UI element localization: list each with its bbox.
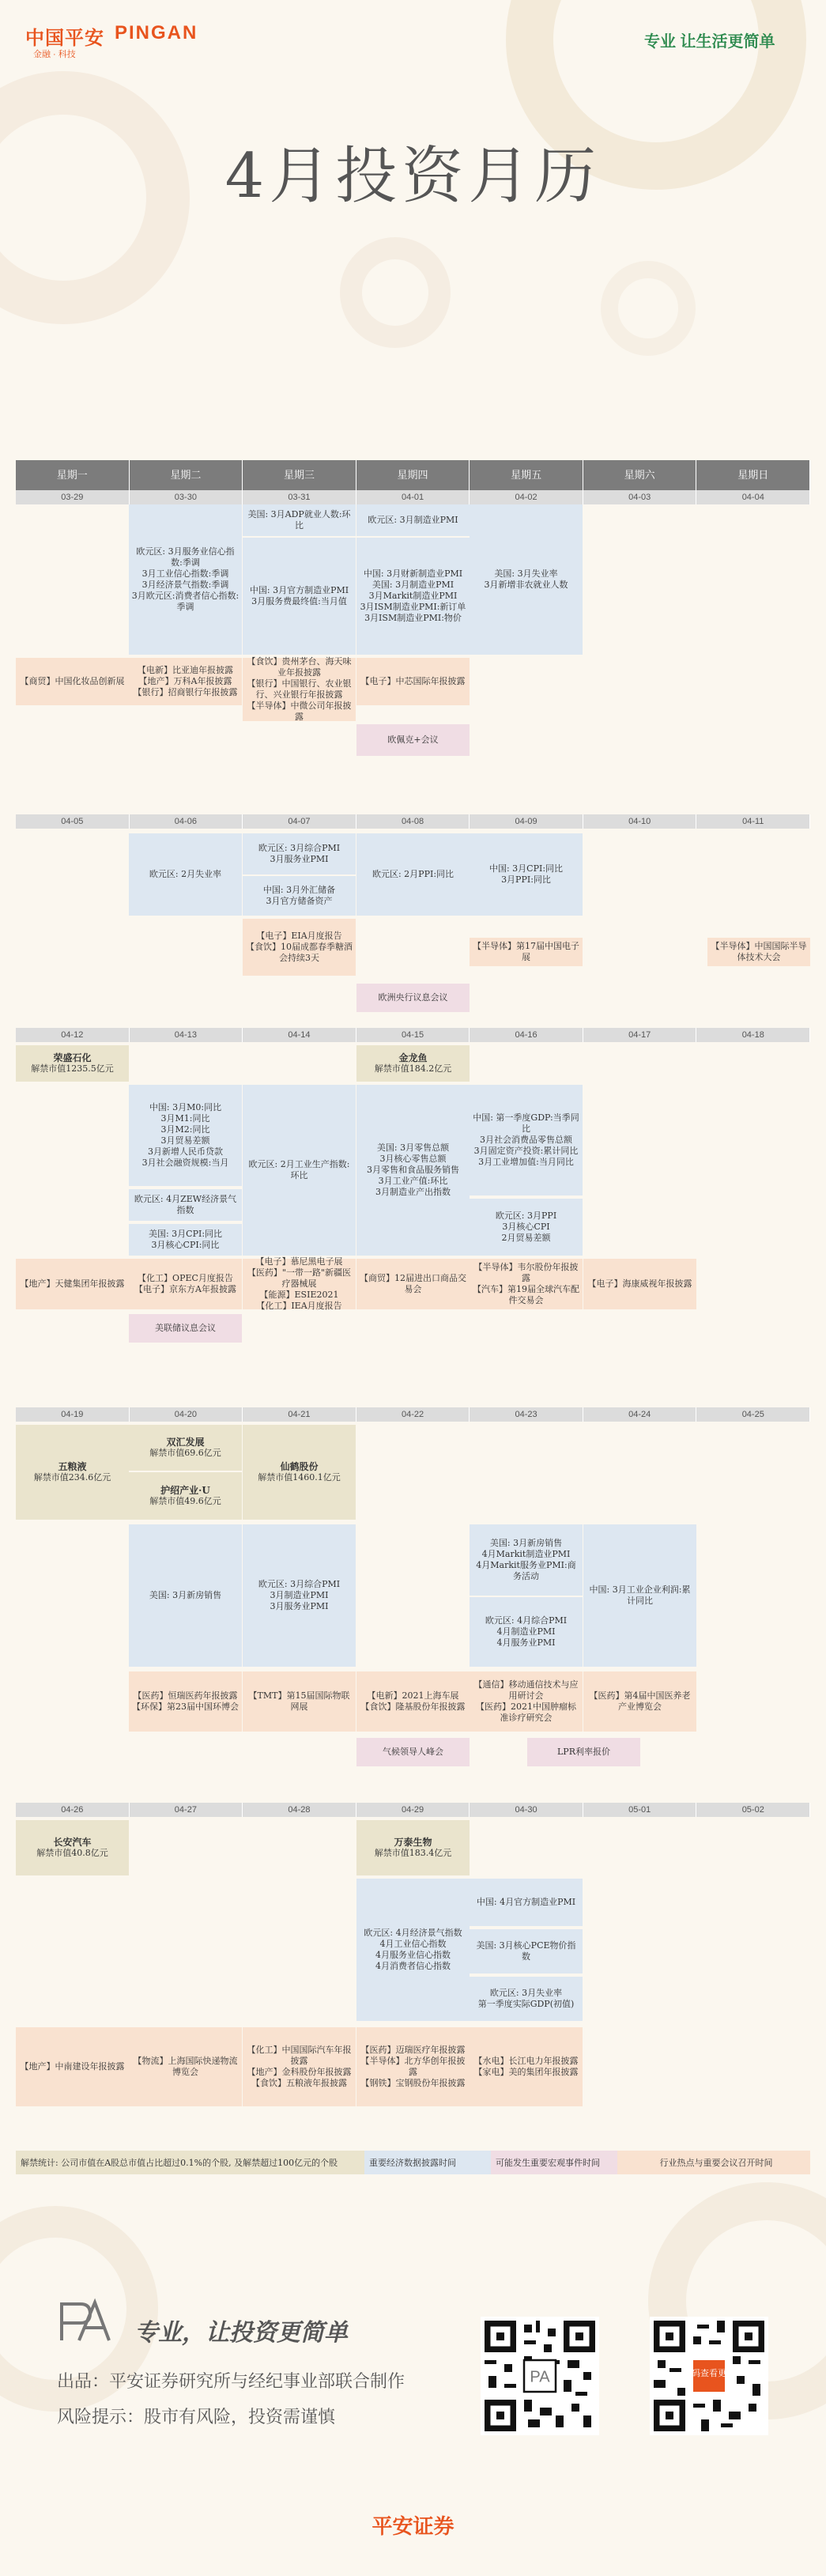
event-cell xyxy=(243,1256,356,1311)
weekday-label: 星期五 xyxy=(470,460,583,490)
event-cell xyxy=(243,538,356,655)
event-cell xyxy=(583,1259,696,1309)
week-row xyxy=(16,1407,810,1803)
calendar xyxy=(16,460,810,2135)
event-text: 中国: 3月官方制造业PMI 3月服务费最终值:当月值 xyxy=(249,585,349,606)
event-text: 【半导体】中国国际半导体技术大会 xyxy=(711,941,807,962)
event-cell xyxy=(356,1671,470,1732)
event-text: 【商贸】中国化妆品创新展 xyxy=(20,676,125,686)
event-cell xyxy=(356,1085,470,1256)
event-text: 中国: 3月CPI:同比 3月PPI:同比 xyxy=(488,863,564,885)
event-cell xyxy=(470,833,583,916)
event-text: 欧元区: 2月工业生产指数:环比 xyxy=(248,1159,350,1180)
event-text: 【化工】OPEC月度报告 【电子】京东方A年报披露 xyxy=(134,1273,236,1294)
event-cell xyxy=(243,833,356,874)
event-cell xyxy=(243,2027,356,2106)
event-text: 【电子】中芯国际年报披露 xyxy=(360,676,466,686)
event-text: 欧元区: 3月综合PMI 3月制造业PMI 3月服务业PMI xyxy=(258,1579,341,1611)
event-text: 【医药】第4届中国医养老产业博览会 xyxy=(589,1690,691,1712)
event-cell xyxy=(356,504,470,536)
date-label: 04-06 xyxy=(130,814,243,829)
event-text: 美国: 3月核心PCE物价指数 xyxy=(476,1940,576,1962)
event-text: 欧佩克+会议 xyxy=(387,735,439,745)
decor-ring xyxy=(601,261,696,356)
unlock-value: 解禁市值183.4亿元 xyxy=(374,1848,452,1858)
week-row xyxy=(16,1028,810,1407)
date-label: 04-26 xyxy=(16,1803,130,1817)
event-cell xyxy=(470,1879,583,1926)
event-cell xyxy=(356,833,470,916)
stock-name: 仙鹤股份 xyxy=(280,1461,319,1472)
event-text: 欧元区: 3月PPI 3月核心CPI 2月贸易差额 xyxy=(495,1211,557,1243)
date-label: 04-13 xyxy=(130,1028,243,1042)
date-label: 04-17 xyxy=(583,1028,697,1042)
footer-brand: 平安证券 xyxy=(372,2514,454,2538)
event-cell xyxy=(470,1259,583,1309)
date-row xyxy=(16,490,810,504)
footer-credit: 出品：平安证券研究所与经纪事业部联合制作 xyxy=(57,2371,405,2391)
date-label: 04-04 xyxy=(696,490,810,504)
qr-pattern xyxy=(650,2317,768,2435)
event-cell xyxy=(356,2027,470,2106)
logo-en: PINGAN xyxy=(115,22,198,43)
date-label: 04-09 xyxy=(470,814,583,829)
date-label: 04-25 xyxy=(696,1407,810,1422)
weekday-label: 星期一 xyxy=(16,460,130,490)
stock-name: 护绍产业·U xyxy=(160,1485,210,1496)
event-cell xyxy=(129,504,242,655)
event-text: 【电子】慕尼黑电子展 【医药】"一带一路"新疆医疗器械展 【能源】ESIE2021 【化工】IEA月度报告 xyxy=(247,1256,352,1311)
unlock-value: 解禁市值234.6亿元 xyxy=(33,1472,111,1483)
date-label: 04-02 xyxy=(470,490,583,504)
event-text: 欧元区: 3月服务业信心指数:季调 3月工业信心指数:季调 3月经济景气指数:季调 3月欧元区:消费者信心指数:季调 xyxy=(131,546,240,612)
event-text: 欧元区: 4月ZEW经济景气指数 xyxy=(134,1194,237,1215)
weekday-label: 星期日 xyxy=(696,460,810,490)
event-text: 欧元区: 2月PPI:同比 xyxy=(372,869,454,879)
event-cell xyxy=(129,1085,242,1186)
event-text: 美国: 3月CPI:同比 3月核心CPI:同比 xyxy=(148,1229,223,1250)
event-text: 欧元区: 3月综合PMI 3月服务业PMI xyxy=(258,843,341,864)
date-label: 04-12 xyxy=(16,1028,130,1042)
date-label: 04-27 xyxy=(130,1803,243,1817)
unlock-value: 解禁市值1460.1亿元 xyxy=(258,1472,341,1483)
event-cell xyxy=(470,1929,583,1974)
event-text: 【医药】迈瑞医疗年报披露 【半导体】北方华创年报披露 【钢铁】宝钢股份年报披露 xyxy=(360,2045,466,2088)
event-cell xyxy=(470,1977,583,2021)
stock-name: 金龙鱼 xyxy=(398,1052,428,1063)
event-text: 中国: 3月工业企业利润:累计同比 xyxy=(589,1585,691,1606)
unlock-value: 解禁市值184.2亿元 xyxy=(374,1063,452,1074)
qr-code-icon xyxy=(481,2317,599,2435)
event-cell xyxy=(243,1085,356,1256)
date-label: 04-15 xyxy=(356,1028,470,1042)
event-cell xyxy=(243,504,356,536)
event-text: 欧元区: 4月综合PMI 4月制造业PMI 4月服务业PMI xyxy=(485,1615,568,1648)
event-text: 美国: 3月新房销售 xyxy=(149,1590,222,1600)
event-text: 【地产】中南建设年报披露 xyxy=(20,2061,125,2072)
event-cell xyxy=(16,1259,129,1309)
weekday-label: 星期四 xyxy=(356,460,470,490)
event-cell xyxy=(243,919,356,976)
date-label: 04-29 xyxy=(356,1803,470,1817)
stock-name: 双汇发展 xyxy=(166,1437,205,1448)
date-label: 04-11 xyxy=(696,814,810,829)
date-label: 03-30 xyxy=(130,490,243,504)
event-cell xyxy=(470,1597,583,1667)
event-cell xyxy=(129,1224,242,1256)
week-row xyxy=(16,490,810,814)
event-text: 【电新】2021上海车展 【食饮】隆基股份年报披露 xyxy=(360,1690,466,1712)
header-slogan: 专业 让生活更简单 xyxy=(644,33,775,51)
legend-unlock: 解禁统计: 公司市值在A股总市值占比超过0.1%的个股, 及解禁超过100亿元的个股 xyxy=(16,2151,364,2174)
event-text: 中国: 4月官方制造业PMI xyxy=(476,1897,576,1907)
event-text: 欧元区: 3月失业率 第一季度实际GDP(初值) xyxy=(477,1988,575,2009)
date-label: 03-29 xyxy=(16,490,130,504)
event-cell xyxy=(129,2027,242,2106)
event-text: 中国: 3月外汇储备 3月官方储备资产 xyxy=(262,885,336,906)
event-text: 中国: 第一季度GDP:当季同比 3月社会消费品零售总额 3月固定资产投资:累计同比 3月工业增加值:当月同比 xyxy=(473,1112,579,1167)
legend-macro-event: 可能发生重要宏观事件时间 xyxy=(491,2151,617,2174)
event-text: 【水电】长江电力年报披露 【家电】美的集团年报披露 xyxy=(473,2056,579,2077)
event-text: 欧洲央行议息会议 xyxy=(378,992,448,1003)
event-text: 【食饮】贵州茅台、海天味业年报披露 【银行】中国银行、农业银行、兴业银行年报披露 【半导体】中微公司年报披露 xyxy=(247,656,352,722)
date-row xyxy=(16,1803,810,1817)
event-cell xyxy=(470,1524,583,1596)
event-cell xyxy=(16,2027,129,2106)
date-label: 04-10 xyxy=(583,814,697,829)
svg-text:PA: PA xyxy=(530,2368,550,2386)
unlock-cell xyxy=(243,1425,356,1520)
event-text: 【物流】上海国际快递物流博览会 xyxy=(133,2056,238,2077)
event-text: 欧元区: 3月制造业PMI xyxy=(368,515,458,525)
legend xyxy=(16,2151,810,2174)
date-label: 04-30 xyxy=(470,1803,583,1817)
date-label: 04-23 xyxy=(470,1407,583,1422)
unlock-cell xyxy=(129,1425,242,1471)
date-label: 04-05 xyxy=(16,814,130,829)
weekday-label: 星期三 xyxy=(243,460,356,490)
weekday-label: 星期六 xyxy=(583,460,697,490)
event-text: 中国: 3月M0:同比 3月M1:同比 3月M2:同比 3月贸易差额 3月新增人民币贷款 3月社会融资规模:当月 xyxy=(141,1102,229,1168)
stock-name: 五粮液 xyxy=(58,1461,87,1472)
event-cell xyxy=(356,1879,470,2021)
event-text: 中国: 3月财新制造业PMI 美国: 3月制造业PMI 3月Markit制造业PMI 3月ISM制造业PMI:新订单 3月ISM制造业PMI:物价 xyxy=(360,568,466,623)
header xyxy=(0,0,826,411)
event-text: 美国: 3月零售总额 3月核心零售总额 3月零售和食品服务销售 3月工业产值:环比 3月制造业产出指数 xyxy=(367,1143,459,1197)
event-text: LPR利率报价 xyxy=(557,1747,610,1757)
date-label: 04-24 xyxy=(583,1407,697,1422)
weekday-header xyxy=(16,460,810,490)
date-label: 04-19 xyxy=(16,1407,130,1422)
event-cell xyxy=(129,1671,242,1732)
stock-name: 荣盛石化 xyxy=(53,1052,92,1063)
event-cell xyxy=(470,938,583,966)
week-row xyxy=(16,1803,810,2135)
unlock-cell xyxy=(16,1425,129,1520)
date-label: 04-20 xyxy=(130,1407,243,1422)
event-cell xyxy=(470,504,583,655)
event-cell xyxy=(129,833,242,916)
footer-risk: 风险提示：股市有风险，投资需谨慎 xyxy=(57,2407,336,2427)
event-text: 【电子】EIA月度报告 【食饮】10届成都春季糖酒会持续3天 xyxy=(246,931,353,963)
decor-ring xyxy=(340,237,451,348)
event-text: 气候领导人峰会 xyxy=(383,1747,443,1757)
event-cell xyxy=(470,1085,583,1195)
week-row xyxy=(16,814,810,1028)
unlock-value: 解禁市值1235.5亿元 xyxy=(31,1063,114,1074)
footer-slogan: 专业，让投资更简单 xyxy=(134,2320,348,2346)
event-cell xyxy=(470,1671,583,1732)
date-label: 04-28 xyxy=(243,1803,356,1817)
event-text: 美国: 3月ADP就业人数:环比 xyxy=(247,509,351,531)
event-text: 【半导体】韦尔股份年报披露 【汽车】第19届全球汽车配件交易会 xyxy=(473,1262,579,1305)
date-label: 04-21 xyxy=(243,1407,356,1422)
legend-econ-data: 重要经济数据披露时间 xyxy=(364,2151,491,2174)
date-label: 05-01 xyxy=(583,1803,697,1817)
event-cell xyxy=(356,724,470,756)
event-text: 【通信】移动通信技术与应用研讨会 【医药】2021中国肿瘤标准诊疗研究会 xyxy=(473,1679,579,1723)
unlock-value: 解禁市值40.8亿元 xyxy=(36,1848,108,1858)
date-label: 04-14 xyxy=(243,1028,356,1042)
date-label: 04-01 xyxy=(356,490,470,504)
stock-name: 长安汽车 xyxy=(53,1837,92,1848)
date-row xyxy=(16,1028,810,1042)
event-cell xyxy=(707,938,810,966)
date-row xyxy=(16,814,810,829)
qr-pattern xyxy=(481,2317,599,2435)
date-label: 04-16 xyxy=(470,1028,583,1042)
event-text: 美国: 3月新房销售 4月Markit制造业PMI 4月Markit服务业PMI:商务活动 xyxy=(476,1538,576,1581)
page-title: 4月投资月历 xyxy=(224,141,602,212)
date-label: 03-31 xyxy=(243,490,356,504)
event-cell xyxy=(129,658,242,705)
stock-name: 万泰生物 xyxy=(394,1837,432,1848)
event-text: 【TMT】第15届国际物联网展 xyxy=(248,1690,350,1712)
unlock-cell xyxy=(129,1472,242,1520)
event-cell xyxy=(356,984,470,1012)
qr-code-icon xyxy=(650,2317,768,2435)
legend-industry: 行业热点与重要会议召开时间 xyxy=(617,2151,810,2174)
date-label: 04-03 xyxy=(583,490,697,504)
event-cell xyxy=(129,1524,242,1667)
event-text: 美联储议息会议 xyxy=(155,1323,216,1333)
event-cell xyxy=(129,1259,242,1309)
logo-cn: 中国平安 xyxy=(25,28,104,49)
date-row xyxy=(16,1407,810,1422)
date-label: 04-07 xyxy=(243,814,356,829)
event-cell xyxy=(356,1259,470,1309)
unlock-cell xyxy=(356,1045,470,1082)
event-cell xyxy=(470,2027,583,2106)
event-cell xyxy=(243,658,356,721)
event-text: 欧元区: 2月失业率 xyxy=(149,869,222,879)
event-cell xyxy=(129,1314,242,1343)
unlock-cell xyxy=(16,1820,129,1875)
event-text: 【电新】比亚迪年报披露 【地产】万科A年报披露 【银行】招商银行年报披露 xyxy=(133,665,238,697)
event-cell xyxy=(356,1738,470,1766)
pa-logo-icon xyxy=(57,2298,112,2345)
event-cell xyxy=(583,1671,696,1732)
unlock-value: 解禁市值69.6亿元 xyxy=(149,1448,221,1458)
event-text: 【化工】中国国际汽车年报披露 【地产】金科股份年报披露 【食饮】五粮液年报披露 xyxy=(247,2045,352,2088)
event-cell xyxy=(527,1738,640,1766)
event-text: 美国: 3月失业率 3月新增非农就业人数 xyxy=(484,568,568,590)
date-label: 04-22 xyxy=(356,1407,470,1422)
event-cell xyxy=(243,876,356,916)
weekday-label: 星期二 xyxy=(130,460,243,490)
qr-center-label: 扫码查看更多 xyxy=(683,2369,735,2378)
date-label: 05-02 xyxy=(696,1803,810,1817)
event-cell xyxy=(583,1524,696,1667)
event-cell xyxy=(129,1189,242,1221)
unlock-value: 解禁市值49.6亿元 xyxy=(149,1496,221,1506)
unlock-cell xyxy=(16,1045,129,1082)
event-cell xyxy=(243,1524,356,1667)
event-cell xyxy=(356,538,470,655)
event-text: 【地产】天健集团年报披露 xyxy=(20,1279,125,1289)
event-cell xyxy=(470,1199,583,1256)
date-label: 04-18 xyxy=(696,1028,810,1042)
event-text: 【半导体】第17届中国电子展 xyxy=(473,941,579,962)
event-text: 欧元区: 4月经济景气指数 4月工业信心指数 4月服务业信心指数 4月消费者信心指数 xyxy=(364,1928,462,1971)
event-text: 【医药】恒瑞医药年报披露 【环保】第23届中国环博会 xyxy=(132,1690,239,1712)
event-cell xyxy=(243,1671,356,1732)
event-cell xyxy=(356,658,470,705)
event-text: 【商贸】12届进出口商品交易会 xyxy=(360,1273,466,1294)
date-label: 04-08 xyxy=(356,814,470,829)
event-text: 【电子】海康威视年报披露 xyxy=(587,1279,692,1289)
unlock-cell xyxy=(356,1820,470,1875)
logo-sub: 金融 · 科技 xyxy=(33,50,76,59)
event-cell xyxy=(16,658,129,705)
